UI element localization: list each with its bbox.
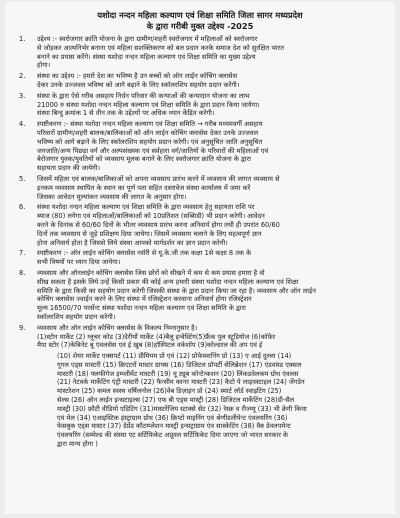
course-options-list [5, 352, 395, 449]
point-text-line: संस्था के द्वारा ऐसे गरीब असहाय निर्धन परिवार की कन्याओं की कन्यादान योजना का लाभ [37, 91, 250, 100]
point-text-line: दिनों तक व्यवसाय से जुड़े प्रशिक्षण दिया जायेगा। जिसमें व्यवसाय चलाने के लिए महत्वपूर्ण ज्ञान [37, 229, 262, 238]
numbered-point [5, 35, 395, 70]
course-list-line: (10) शेयर मार्केट एक्सपर्ट (11) प्रीमियम प्रो एवं (12) प्रोफेक्शनिंग प्रो (13) ए आई दुल्ला (14) [57, 352, 292, 361]
point-text-line: 21000 रु संस्था यशोदा नन्दन महिला कल्याण एवं शिक्षा समिति के द्वारा प्रदान किया जायेगा। [37, 100, 260, 109]
numbered-point [5, 249, 395, 267]
point-text-line: जिसका आवेदन मूल्यांकन व्यवसाय की लागत के अनुसार होगा। [37, 192, 187, 201]
point-text-line: इनकम व्यवसाय स्थापित के स्थान का पूर्ण पता सहित दस्तावेज संस्था कार्यालय में जमा करें [37, 183, 251, 192]
document-title: यशोदा नन्दन महिला कल्याण एवं शिक्षा समिति जिला सागर मध्यप्रदेश [97, 10, 303, 20]
course-list-line: सेल्स (26) ऑन लाईन इन्सटाइल्स (27) एफ बी एड्स मास्ट्री (28) डिजिटल मार्केटिंग (28)डी-सैल [57, 396, 295, 405]
point-number: 9. [19, 323, 26, 332]
point-text-line: व्यवसाय और ऑन लाईन कोचिंग क्लासेस के विकल्प निम्नानुसार है। [37, 323, 198, 332]
course-list-line: एवं मेल (34) एआइस्टिक इंस्ट्राग्राम ग्रोथ (36) क्रिप्टो माइनिंग एवं श्रेणीडलीपेन्ट एंवलयरिंग (36) [57, 413, 288, 422]
numbered-point [5, 269, 395, 322]
point-text-line: भविष्य को आगे बढ़ाने के लिए स्कॉलरशिप सहयोग प्रदान करेगी। एवं अनुसूचित जाति अनुसूचित [37, 137, 263, 146]
point-number: 7. [19, 249, 26, 258]
course-list-line: द्वारा मान्य होगा ) [57, 440, 98, 449]
point-text-line: से जोड़कर आत्मनिर्भर बनाना एवं महिला सशक्तिकरण को बल प्रदान करके समाज देश को सुरक्षित भारत [37, 43, 284, 52]
point-number: 8. [19, 268, 26, 277]
point-number: 5. [19, 174, 26, 183]
numbered-points-list [5, 35, 395, 350]
course-list-line: एंवलयरिंग (सम्मेल्ड की संस्था एट सर्टिफ़िकेट अप्रूवल सर्टिफ़िकेट दिया जाएगा जो भारत सरकार के [57, 431, 289, 440]
point-number: 2. [19, 72, 26, 81]
point-text-line: स्कॉलरशिप सहयोग प्रदान करेगी। [37, 312, 116, 321]
point-text-line: बेरोजगार युवक/युवतियों को व्यवसाय मूलक बनाने के लिए स्वरोजगार क्रांति योजना के द्वारा [37, 155, 251, 164]
numbered-point [5, 175, 395, 201]
point-text-line: होगा। [37, 61, 51, 70]
point-text-line: सभी विषयों पर ध्यान दिया जायेगा। [37, 258, 121, 267]
point-text-line: उद्देश्य :- स्वरोजगार क्रांति योजना के द्वारा ग्रामीण/शहरी स्वरोजगार में महिलाओं को स्वरोजगार [37, 35, 258, 43]
point-text-line: संस्था बिन्दु क्रमांक 1 से तीन तक के उद्देश्यों पर अधिक ध्यान केंद्रित करेगी। [37, 109, 215, 118]
numbered-point [5, 72, 395, 90]
point-text-line: स्पष्टीकरण :- ऑन लाईन कोचिंग क्लासेस नर्सरी से यू.के.जी तक कक्षा 1से कक्षा 8 तक के [37, 249, 252, 258]
point-number: 4. [19, 120, 26, 129]
point-number: 1. [19, 35, 26, 43]
point-text-line: देकर उनके उज्जवल भविष्य को आगे बढ़ाने के लिए स्कॉलरशिप सहयोग प्रदान करेंगी। [37, 80, 240, 89]
point-text-line: सीख सकता है इसके लिये उन्हें किसी प्रकार की कोई अन्य हमारी संस्था यशोदा नन्दन महिला कल्याण एवं शिक्षा [37, 277, 299, 286]
point-text-line: परिवारों ग्रामीण/शहरी बालक/बालिकाओं को ऑन लाईन कोचिंग क्लासेस देकर उनके उज्जवल [37, 128, 259, 137]
numbered-point [5, 120, 395, 173]
point-text-line: मैपा स्टोर (7)केबिनेट बू एंवलसेस एवं ई ख़ुब (8)हॉस्पिटल वर्कशॉप (9)कोल्डरल की अप एवं ई [37, 341, 263, 350]
point-text-line: संस्था यशोदा नन्दन महिला कल्याण एवं शिक्षा समिति के द्वारा व्यवसाय हेतु सहायता राशि पर [37, 203, 255, 212]
numbered-point [5, 203, 395, 247]
point-number: 3. [19, 91, 26, 100]
course-list-line: मास्ट्री (30) फ्रौटी वीडियो एडिटिंग (31)मास्टरेंजिय स्टाक्से सेट (32) रेस्क्र व रीज्म्यू (33) भी क्रेगी किया [57, 404, 307, 413]
course-list-line: मास्टरी (18) फ्लफीगेज इम्प्लीमेंट मास्टरी (19) यू ट्यूब कोन्टेन्कशन (20) लिंकडवेलकम ग्रोथ एंवलस [57, 369, 299, 378]
course-list-line: मास्टरेशन (25) कमल स्वस्थ वर्षिलनोल (26)वेब डिज़ाइन प्रो (24) स्मार्ट लॉर्ड स्वाइटिंग (25) [57, 387, 282, 396]
point-text-line: समिति के द्वारा किसी का सहयोग प्रदान करेगी जिसकी संस्था के द्वारा प्रदान किया जा रहा है। व्यवसाय और ऑन लाईन [37, 286, 316, 295]
point-text-line: संस्था का उद्देश्य :- हमारे देश का भविष्य है उन बच्चों को ऑन लाईन कोचिंग क्लासेस [37, 72, 238, 81]
point-number: 6. [19, 203, 26, 212]
point-text-line: (1)स्टोन मार्केट (2) ग्लूचर कोड (3)देरीयों मार्केट (4)बैलू इन्वेस्टिंग(5)फ्रैंक पुल स्टूडियोज (6)कॉफ़ेर [37, 332, 276, 341]
course-list-line: फेसबुक एड्स मास्टर (37) डेप्रेंड कौटम्प्लेशन मास्ट्री इन्सट्राग्राम एंव सास्केटिंग (38) वैब डेवलपमेन्ट [57, 422, 291, 431]
point-text-line: ब्याज (80) लगेगा एवं महिलाओं/बालिकाओं को 10प्रतिशत (सब्सिडी) भी प्रदान करेगी। आवेदन [37, 212, 265, 221]
point-text-line: मूल्य 16500/70 परसेंन्ट संस्था यशोदा नन्दन महिला कल्याण एवं शिक्षा समिति के द्वारा [37, 304, 246, 313]
point-text-line: होना अनिवार्य होता है जिससे लिये संस्था आपको मार्गदर्शन का ज्ञान प्रदान करेगी। [37, 238, 228, 247]
course-list-line: (21) नेटवर्क मार्केटिंग एंट्री मास्टरी (22) फैन्सीम कानर मास्टरी (23) कैटो पे लाइवस्टाइल (24) जेंगडेन [57, 378, 305, 387]
numbered-point [5, 324, 395, 350]
document-subtitle: के द्वारा गरीबी मुक्त उद्देश्य -2025 [146, 21, 254, 31]
point-text-line: सहायता प्रदान की जायेगी। [37, 164, 100, 173]
point-text-line: स्पष्टीकरण :- संस्था यशोदा नन्दन महिला कल्याण एवं शिक्षा समिति → गरीब मध्यमवर्गी असहाय [37, 120, 263, 129]
point-text-line: व्यवसाय और ऑनलाईन कोचिंग क्लासेस जिस छोरों को सीखने में कम से कम प्रयास हमारा है वो [37, 268, 265, 277]
course-list-line: गूगल एड्स मास्टरी (15) क्रिएटरों मास्टर ग्राफ्स (16) डिजिटल प्रॉपर्टी सेलिब्रेशन (17) एंडवांस्ड एक्सल [57, 360, 302, 369]
numbered-point [5, 92, 395, 118]
point-text-line: कोचिंग क्लासेस ज्वाईन करने के लिए संस्था में रजिस्ट्रेशन करवाना अनिवार्य होगा रजिस्ट्रेशन [37, 295, 252, 304]
point-text-line: बनाने का प्रयास करेंगे। संस्था यशोदा नन्दन महिला कल्याण एवं शिक्षा समिति का मुख्य उद्देश्य [37, 52, 256, 61]
document-page [5, 2, 395, 514]
point-text-line: करने के दिनांक से 60/60 दिनों के भीतर व्यवसाय प्रारंभ करना अनिवार्य होगा तथी ही उपरांत 60/60 [37, 220, 280, 229]
point-text-line: जनजाति/अन्य पिछड़ा वर्ग और अल्पसंख्यक एवं सर्वहारा वर्ग/जातियों के परिवारों की महिलाओं एवं [37, 146, 269, 155]
point-text-line: जिसमें महिला एवं बालक/बालिकाओं को अपना व्यवसाय प्रारंभ करने में व्यवसाय की लागत व्यवसाय से [37, 174, 280, 183]
